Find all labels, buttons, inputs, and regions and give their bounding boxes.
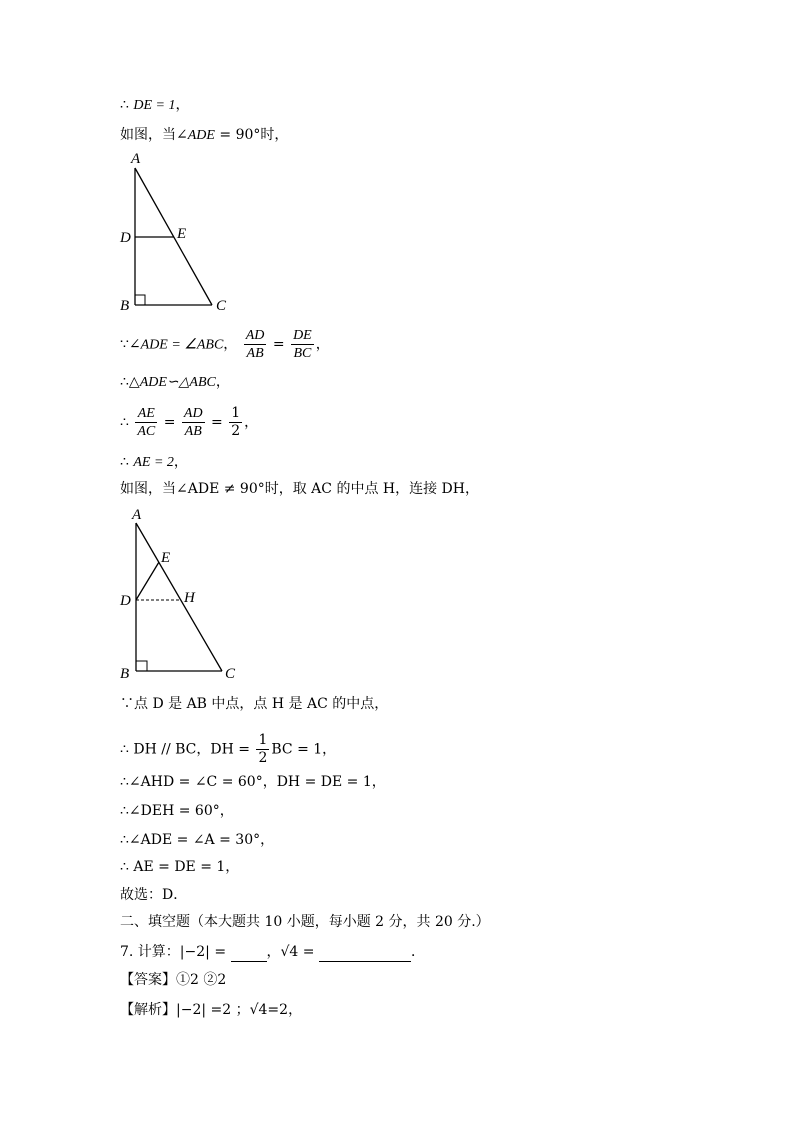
label-a: A — [131, 151, 141, 167]
line-choice: 故选：D． — [120, 887, 188, 903]
denominator: AB — [184, 424, 202, 439]
therefore-symbol: ∴ — [120, 414, 134, 431]
denominator: AB — [246, 346, 264, 361]
line-angle-deh: ∴∠DEH = 60°， — [120, 803, 234, 819]
label-h: H — [184, 590, 195, 606]
line-case-right-angle — [120, 125, 288, 146]
figure-right-triangle-2 — [112, 503, 247, 683]
text: = 90°时， — [214, 127, 289, 143]
line-midpoints: ∵点 D 是 AB 中点，点 H 是 AC 的中点， — [120, 696, 389, 712]
text: 如图，当∠ — [120, 127, 188, 143]
numerator: DE — [293, 328, 312, 343]
numerator: AD — [245, 328, 265, 343]
punct: ， — [244, 414, 259, 431]
text: ∵∠ — [120, 336, 141, 353]
label-d: D — [120, 230, 131, 246]
math-expr: DE = 1 — [133, 98, 176, 113]
punct: ， — [223, 336, 238, 353]
line-angle-ahd: ∴∠AHD = ∠C = 60°，DH = DE = 1， — [120, 774, 386, 790]
fraction-one-half — [229, 405, 242, 440]
punct: ， — [175, 97, 190, 113]
line-similarity-condition — [120, 327, 330, 362]
line-midline — [120, 732, 336, 767]
equals: = — [206, 414, 228, 431]
question-7 — [120, 942, 425, 962]
label-b: B — [120, 666, 130, 682]
therefore-symbol: ∴ — [120, 97, 134, 113]
denominator: 2 — [258, 750, 268, 766]
answer-line: 【答案】①2 ②2 — [120, 972, 227, 988]
math-expr: ADE = ∠ABC — [140, 337, 224, 353]
fraction-ad-ab — [244, 327, 267, 362]
line-similar-triangles — [120, 372, 230, 393]
equals: = — [159, 414, 180, 431]
fraction-ae-ac — [135, 405, 157, 440]
text: ∴ DH // BC，DH = — [120, 741, 255, 758]
text: BC = 1， — [271, 741, 337, 758]
therefore-symbol: ∴ — [120, 454, 134, 470]
question-text: ，√4 = — [266, 944, 319, 960]
answer-blank-2 — [319, 947, 411, 962]
label-c: C — [216, 298, 227, 314]
numerator: AE — [135, 405, 157, 423]
numerator: AD — [183, 406, 203, 421]
line-ratio — [120, 405, 258, 440]
punct: ． — [410, 944, 425, 960]
numerator: 1 — [231, 405, 241, 421]
line-de-equals-1 — [120, 95, 189, 116]
numerator: 1 — [258, 732, 268, 748]
text: ∴△ — [120, 374, 140, 390]
math-expr: ADE∽△ABC — [139, 375, 216, 390]
math-expr: ADE — [187, 128, 215, 143]
label-d: D — [120, 593, 131, 609]
fraction-de-bc — [291, 327, 314, 362]
explanation-line: 【解析】|−2| =2 ；√4=2， — [120, 1002, 303, 1018]
label-b: B — [120, 298, 130, 314]
line-ae-equals-2 — [120, 452, 188, 473]
denominator: 2 — [231, 423, 241, 439]
line-angle-ade: ∴∠ADE = ∠A = 30°， — [120, 832, 275, 848]
denominator: BC — [293, 346, 312, 361]
denominator: AC — [137, 424, 156, 439]
math-expr: AE = 2 — [133, 455, 174, 470]
question-text: 7. 计算：|−2| = — [120, 944, 231, 960]
answer-blank-1 — [231, 947, 267, 962]
punct: ， — [315, 336, 330, 353]
line-ae-equals-de: ∴ AE = DE = 1， — [120, 859, 240, 875]
line-case-not-right-angle: 如图，当∠ADE ≠ 90°时，取 AC 的中点 H，连接 DH， — [120, 481, 479, 497]
label-e: E — [161, 550, 171, 566]
label-e: E — [177, 226, 187, 242]
punct: ， — [215, 374, 230, 390]
equals: = — [268, 336, 290, 353]
label-c: C — [225, 666, 236, 682]
label-a: A — [132, 507, 142, 523]
section-heading: 二、填空题（本大题共 10 小题，每小题 2 分，共 20 分.） — [120, 914, 490, 930]
punct: ， — [173, 454, 188, 470]
fraction-one-half — [256, 732, 269, 767]
figure-right-triangle-1 — [112, 150, 232, 316]
fraction-ad-ab — [182, 405, 205, 440]
